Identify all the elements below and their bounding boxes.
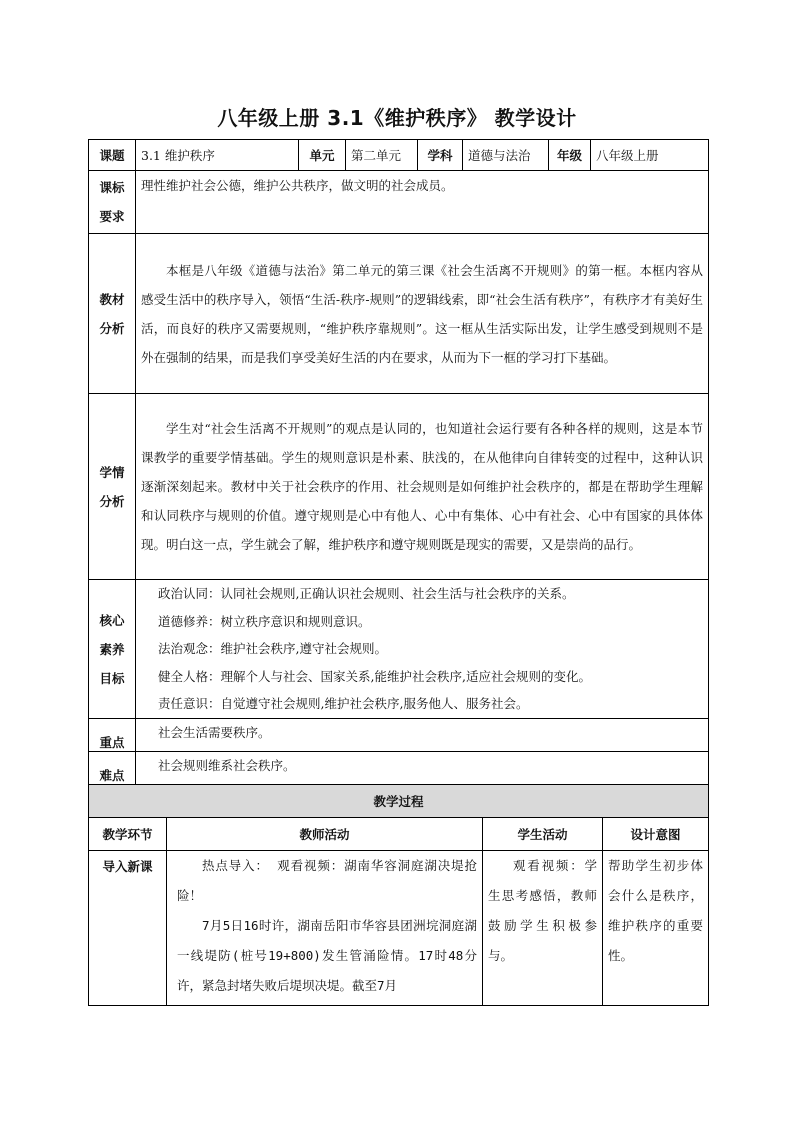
core-label-line1: 核心: [99, 612, 125, 628]
difficult-point-text: 社会规则维系社会秩序。: [136, 752, 709, 785]
unit-label: 单元: [299, 140, 346, 171]
info-table: [88, 139, 709, 785]
learner-label-line2: 分析: [99, 493, 125, 509]
topic-label: 课题: [89, 140, 136, 171]
teacher-activity-p2: 7月5日16时许，湖南岳阳市华容县团洲垸洞庭湖一线堤防(桩号19+800)发生管涌险情。17时48分许，紧急封堵失败后堤坝决堤。截至7月: [177, 918, 477, 993]
learner-analysis-text: 学生对“社会生活离不开规则”的观点是认同的，也知道社会运行要有各种各样的规则，这是本节课教学的重要学情基础。学生的规则意识是朴素、肤浅的，在从他律向自律转变的过程中，这种认识逐渐深刻起来。教材中关于社会秩序的作用、社会规则是如何维护社会秩序的，都是在帮助学生理解和认同秩序与规则的价值。遵守规则是心中有他人、心中有集体、心中有社会、心中有国家的具体体现。明白这一点，学生就会了解，维护秩序和遵守规则既是现实的需要，又是崇尚的品行。: [136, 394, 709, 580]
subject-label: 学科: [418, 140, 463, 171]
textbook-label-line2: 分析: [99, 320, 125, 336]
topic-value: 3.1 维护秩序: [136, 140, 299, 171]
core-label: [89, 580, 136, 719]
col-intent-header: 设计意图: [603, 818, 709, 851]
col-teacher-header: 教师活动: [167, 818, 483, 851]
core-goal-item: 法治观念：维护社会秩序,遵守社会规则。: [158, 641, 387, 656]
design-intent-cell: 帮助学生初步体会什么是秩序，维护秩序的重要性。: [603, 851, 709, 1006]
difficult-point-label: 难点: [89, 752, 136, 785]
grade-value: 八年级上册: [591, 140, 709, 171]
core-goal-item: 道德修养：树立秩序意识和规则意识。: [158, 613, 371, 629]
core-label-line2: 素养: [99, 641, 125, 657]
student-activity-cell: 观看视频：学生思考感悟，教师鼓励学生积极参与。: [483, 851, 603, 1006]
textbook-label-line1: 教材: [99, 291, 125, 307]
stage-cell: 导入新课: [89, 851, 167, 1006]
curriculum-label: [89, 171, 136, 234]
document-title: 八年级上册 3.1《维护秩序》 教学设计: [217, 106, 577, 130]
curriculum-text: 理性维护社会公德，维护公共秩序，做文明的社会成员。: [136, 171, 709, 234]
learner-label-line1: 学情: [99, 464, 125, 480]
unit-value: 第二单元: [346, 140, 418, 171]
curriculum-label-line1: 课标: [99, 180, 125, 195]
col-student-header: 学生活动: [483, 818, 603, 851]
key-point-text: 社会生活需要秩序。: [136, 719, 709, 752]
core-goal-item: 政治认同：认同社会规则,正确认识社会规则、社会生活与社会秩序的关系。: [158, 586, 575, 601]
col-stage-header: 教学环节: [89, 818, 167, 851]
subject-value: 道德与法治: [463, 140, 549, 171]
textbook-label: [89, 234, 136, 394]
textbook-analysis-text: 本框是八年级《道德与法治》第二单元的第三课《社会生活离不开规则》的第一框。本框内容从感受生活中的秩序导入，领悟“生活-秩序-规则”的逻辑线索，即“社会生活有秩序”，有秩序才有美好生活，而良好的秩序又需要规则，“维护秩序靠规则”。这一框从生活实际出发，让学生感受到规则不是外在强制的结果，而是我们享受美好生活的内在要求，从而为下一框的学习打下基础。: [136, 234, 709, 394]
core-label-line3: 目标: [99, 670, 125, 686]
curriculum-label-line2: 要求: [99, 209, 125, 224]
teacher-activity-cell: [167, 851, 483, 1006]
core-goal-item: 责任意识：自觉遵守社会规则,维护社会秩序,服务他人、服务社会。: [158, 696, 529, 711]
process-table: [88, 784, 709, 1006]
process-title: 教学过程: [89, 785, 709, 818]
table-row: [89, 851, 709, 1006]
learner-label: [89, 394, 136, 580]
core-goal-item: 健全人格：理解个人与社会、国家关系,能维护社会秩序,适应社会规则的变化。: [158, 668, 591, 684]
teacher-activity-p1: 热点导入： 观看视频：湖南华容洞庭湖决堤抢险！: [177, 858, 477, 903]
core-goals: [136, 580, 709, 719]
key-point-label: 重点: [89, 719, 136, 752]
grade-label: 年级: [549, 140, 591, 171]
